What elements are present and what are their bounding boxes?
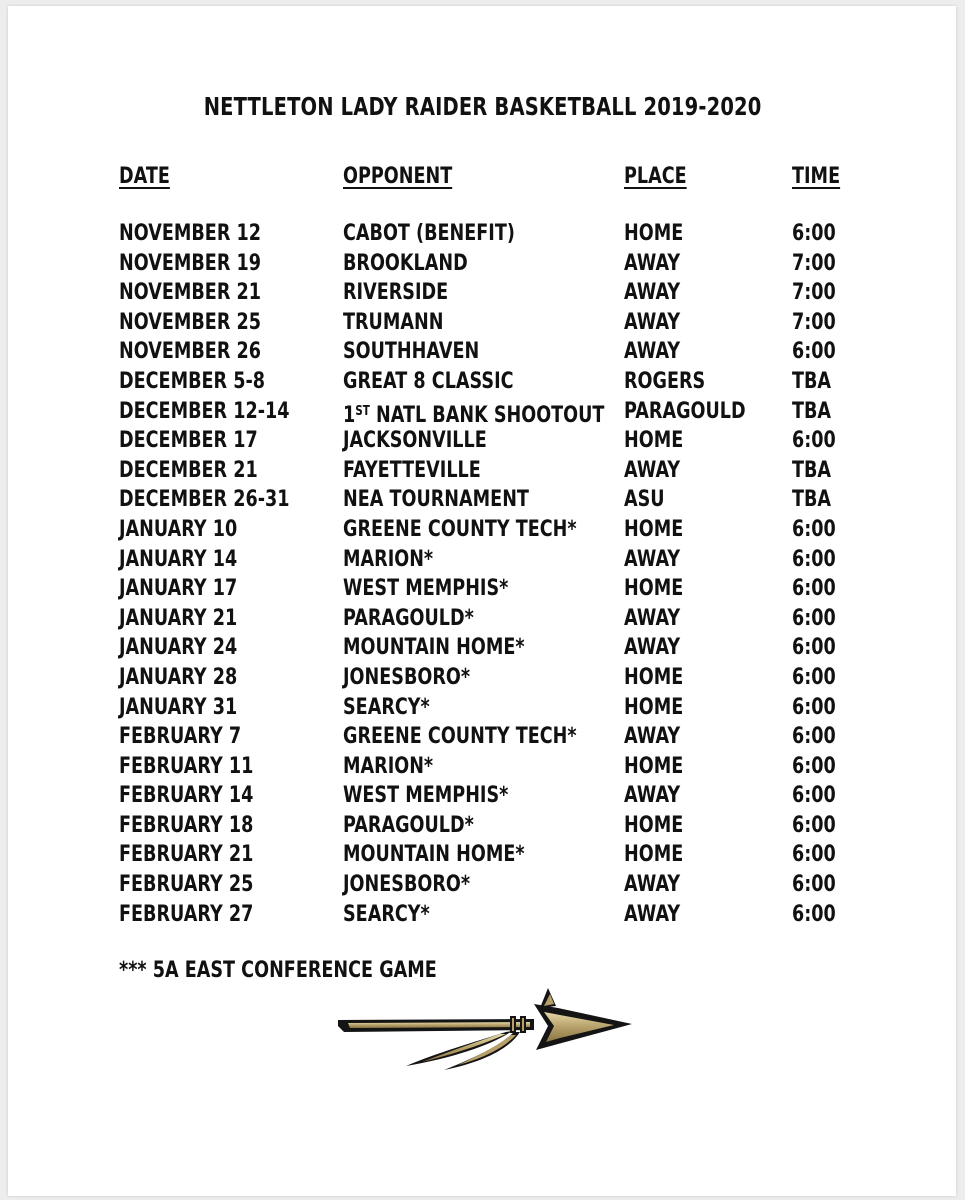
- game-place: AWAY: [624, 546, 681, 572]
- game-date: JANUARY 21: [119, 605, 238, 631]
- game-opponent: FAYETTEVILLE: [343, 457, 481, 483]
- game-date: NOVEMBER 19: [119, 250, 261, 276]
- game-date: FEBRUARY 27: [119, 901, 254, 927]
- game-place: ASU: [624, 487, 665, 513]
- game-time: 6:00: [792, 901, 836, 927]
- game-time: 6:00: [792, 546, 836, 572]
- game-opponent: NEA TOURNAMENT: [343, 487, 529, 513]
- header-place: PLACE: [624, 164, 687, 189]
- game-place: HOME: [624, 664, 684, 690]
- game-opponent: JONESBORO*: [343, 872, 471, 898]
- table-row: [0, 278, 965, 308]
- game-time: 6:00: [792, 724, 836, 750]
- table-row: [0, 811, 965, 841]
- game-date: FEBRUARY 7: [119, 724, 242, 750]
- game-date: DECEMBER 5-8: [119, 368, 265, 394]
- table-row: [0, 752, 965, 782]
- game-opponent: MARION*: [343, 753, 434, 779]
- game-date: DECEMBER 21: [119, 457, 258, 483]
- game-date: NOVEMBER 25: [119, 309, 261, 335]
- game-place: AWAY: [624, 635, 681, 661]
- table-row: [0, 604, 965, 634]
- game-place: PARAGOULD: [624, 398, 746, 424]
- game-place: HOME: [624, 694, 684, 720]
- table-row: [0, 722, 965, 752]
- game-time: 6:00: [792, 783, 836, 809]
- game-place: HOME: [624, 753, 684, 779]
- table-row: [0, 337, 965, 367]
- game-time: 6:00: [792, 516, 836, 542]
- game-time: TBA: [792, 487, 832, 513]
- game-place: HOME: [624, 812, 684, 838]
- table-row: [0, 633, 965, 663]
- spear-arrow-icon: [334, 986, 634, 1072]
- game-opponent: GREENE COUNTY TECH*: [343, 724, 577, 750]
- game-opponent: MOUNTAIN HOME*: [343, 635, 525, 661]
- game-place: AWAY: [624, 280, 681, 306]
- game-opponent: PARAGOULD*: [343, 812, 474, 838]
- table-row: [0, 574, 965, 604]
- game-opponent: 1ST NATL BANK SHOOTOUT: [343, 402, 605, 428]
- game-opponent: JONESBORO*: [343, 664, 471, 690]
- game-time: 6:00: [792, 694, 836, 720]
- game-date: DECEMBER 12-14: [119, 398, 290, 424]
- header-date: DATE: [119, 164, 170, 189]
- game-date: JANUARY 24: [119, 635, 238, 661]
- game-place: AWAY: [624, 457, 681, 483]
- page-title: NETTLETON LADY RAIDER BASKETBALL 2019-2020: [203, 92, 762, 121]
- game-opponent: WEST MEMPHIS*: [343, 576, 509, 602]
- game-time: 7:00: [792, 250, 836, 276]
- game-place: AWAY: [624, 250, 681, 276]
- table-row: [0, 900, 965, 930]
- game-time: TBA: [792, 398, 832, 424]
- game-opponent: PARAGOULD*: [343, 605, 474, 631]
- table-row: [0, 485, 965, 515]
- game-date: NOVEMBER 26: [119, 339, 261, 365]
- game-opponent: SOUTHHAVEN: [343, 339, 480, 365]
- table-row: [0, 870, 965, 900]
- game-date: DECEMBER 26-31: [119, 487, 290, 513]
- game-opponent: GREENE COUNTY TECH*: [343, 516, 577, 542]
- game-time: TBA: [792, 368, 832, 394]
- table-row: [0, 219, 965, 249]
- game-opponent: GREAT 8 CLASSIC: [343, 368, 514, 394]
- game-date: JANUARY 31: [119, 694, 238, 720]
- game-place: HOME: [624, 842, 684, 868]
- game-time: 6:00: [792, 605, 836, 631]
- game-time: 6:00: [792, 339, 836, 365]
- game-date: FEBRUARY 21: [119, 842, 254, 868]
- game-time: 6:00: [792, 812, 836, 838]
- header-time: TIME: [792, 164, 841, 189]
- game-opponent: CABOT (BENEFIT): [343, 221, 515, 246]
- game-place: AWAY: [624, 724, 681, 750]
- game-opponent: JACKSONVILLE: [343, 428, 487, 454]
- game-time: 6:00: [792, 753, 836, 779]
- game-date: JANUARY 10: [119, 516, 238, 542]
- game-opponent: WEST MEMPHIS*: [343, 783, 509, 809]
- game-place: AWAY: [624, 309, 681, 335]
- game-opponent: TRUMANN: [343, 309, 444, 335]
- game-time: 6:00: [792, 842, 836, 868]
- game-date: JANUARY 17: [119, 576, 238, 602]
- game-place: HOME: [624, 576, 684, 602]
- table-row: [0, 693, 965, 723]
- game-date: FEBRUARY 25: [119, 872, 254, 898]
- game-place: AWAY: [624, 339, 681, 365]
- table-row: [0, 781, 965, 811]
- game-opponent: RIVERSIDE: [343, 280, 449, 306]
- game-time: 7:00: [792, 309, 836, 335]
- game-opponent: SEARCY*: [343, 694, 430, 720]
- game-place: AWAY: [624, 872, 681, 898]
- game-time: 6:00: [792, 576, 836, 602]
- game-place: HOME: [624, 516, 684, 542]
- game-time: 6:00: [792, 664, 836, 690]
- game-date: JANUARY 28: [119, 664, 238, 690]
- game-time: 6:00: [792, 428, 836, 454]
- game-place: HOME: [624, 428, 684, 454]
- game-date: FEBRUARY 11: [119, 753, 254, 779]
- game-opponent: MOUNTAIN HOME*: [343, 842, 525, 868]
- game-place: AWAY: [624, 783, 681, 809]
- game-date: FEBRUARY 14: [119, 783, 254, 809]
- game-opponent: MARION*: [343, 546, 434, 572]
- table-row: [0, 249, 965, 279]
- table-row: [0, 426, 965, 456]
- game-opponent: BROOKLAND: [343, 250, 468, 276]
- conference-footnote: *** 5A EAST CONFERENCE GAME: [119, 958, 437, 983]
- game-time: 6:00: [792, 635, 836, 661]
- table-row: [0, 367, 965, 397]
- table-row: [0, 840, 965, 870]
- game-time: TBA: [792, 457, 832, 483]
- table-row: [0, 456, 965, 486]
- game-place: AWAY: [624, 901, 681, 927]
- game-date: NOVEMBER 12: [119, 221, 261, 246]
- game-date: FEBRUARY 18: [119, 812, 254, 838]
- game-place: ROGERS: [624, 368, 706, 394]
- table-row: [0, 397, 965, 427]
- table-row: [0, 545, 965, 575]
- game-time: 7:00: [792, 280, 836, 306]
- game-date: JANUARY 14: [119, 546, 238, 572]
- header-opponent: OPPONENT: [343, 164, 453, 189]
- table-row: [0, 308, 965, 338]
- game-time: 6:00: [792, 872, 836, 898]
- table-row: [0, 515, 965, 545]
- game-date: NOVEMBER 21: [119, 280, 261, 306]
- schedule-table: [0, 219, 965, 929]
- game-date: DECEMBER 17: [119, 428, 258, 454]
- game-opponent: SEARCY*: [343, 901, 430, 927]
- game-place: HOME: [624, 221, 684, 246]
- game-place: AWAY: [624, 605, 681, 631]
- game-time: 6:00: [792, 221, 836, 246]
- table-row: [0, 663, 965, 693]
